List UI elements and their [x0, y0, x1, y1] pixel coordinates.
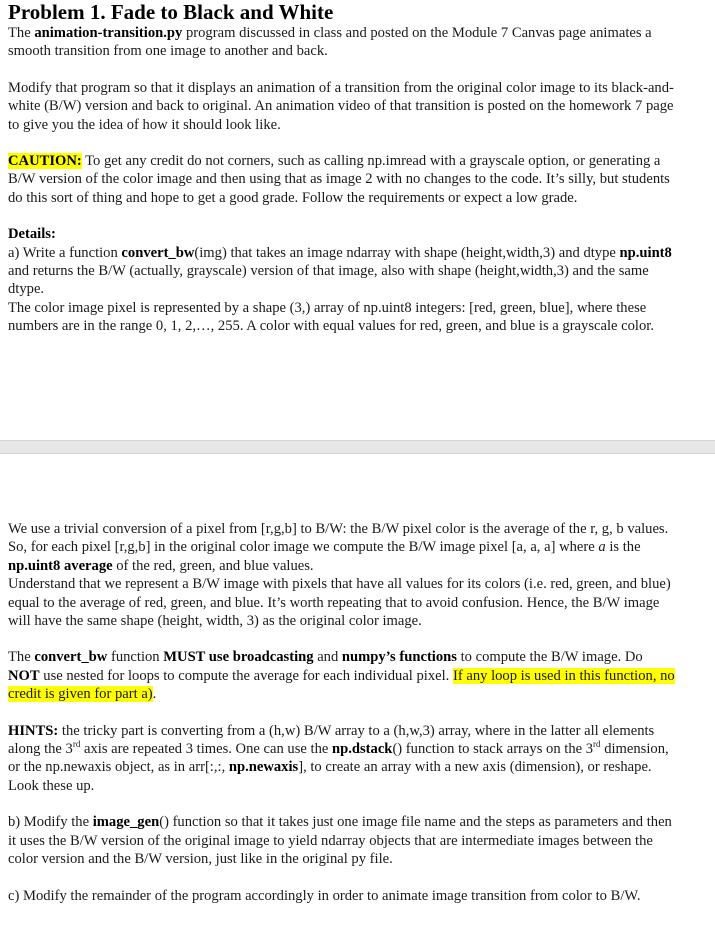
dtype-uint8: np.uint8 [619, 244, 672, 261]
caution-text: To get any credit do not corners, such as calling np.imread with a grayscale option, or generating a B/W version of the color image and then using that as image 2 with no changes to the code. It’s silly, but students do this sort of thing and hope to get a good grade. Follow the requirements or expect a low grade. [8, 153, 670, 206]
must-use-broadcasting: MUST use broadcasting [163, 649, 314, 666]
broadcast-text-3: and [313, 649, 342, 666]
intro-paragraph [8, 24, 676, 61]
conversion-paragraph [8, 520, 676, 575]
problem-title: Problem 1. Fade to Black and White [8, 0, 334, 24]
part-a-text-2: (img) that takes an image ndarray with shape (height,width,3) and dtype [194, 244, 620, 261]
page-section-top [8, 0, 676, 336]
intro-text-cont: program discussed in class and posted on the Module 7 Canvas page animates a smooth transition from one image to another and back. [8, 25, 652, 60]
part-a-text-3: and returns the B/W (actually, grayscale) version of that image, also with shape (height,width,3) and the same dtype. [8, 263, 649, 298]
hints-text: the tricky part is converting from a (h,w) B/W array to a (h,w,3) array, where in the latter all elements along the 3 [8, 722, 655, 758]
hints-text-2: axis are repeated 3 times. One can use the [80, 741, 332, 758]
part-b-paragraph [8, 813, 676, 868]
uint8-average: np.uint8 average [8, 557, 113, 574]
conversion-text-3: of the red, green, and blue values. [112, 557, 314, 574]
details-heading [8, 225, 676, 243]
hints-paragraph [8, 722, 676, 796]
numpy-functions: numpy’s functions [341, 649, 457, 666]
broadcast-text: The [8, 649, 35, 666]
broadcast-end: . [152, 686, 157, 703]
intro-text: The [8, 25, 35, 41]
part-b-text: b) Modify the [8, 814, 93, 831]
hints-label: HINTS: [8, 722, 59, 739]
details-heading-text: Details: [8, 226, 56, 243]
variable-a: a [598, 539, 606, 556]
superscript-rd-2: rd [593, 739, 601, 750]
conversion-text-2: is the [605, 539, 641, 556]
superscript-rd: rd [72, 739, 81, 750]
np-newaxis: np.newaxis [228, 759, 299, 776]
no-loop-warning: If any loop is used in this function, no credit is given for part a) [8, 667, 675, 703]
part-a-paragraph [8, 244, 676, 299]
part-b-text-2: () function so that it takes just one image file name and the steps as parameters and then it uses the B/W version of the original image to yield ndarray objects that are intermediate images between the color version and the B/W version, just like in the original py file. [8, 814, 672, 868]
caution-paragraph [8, 152, 676, 207]
not-emphasis: NOT [8, 667, 40, 684]
part-c-paragraph: c) Modify the remainder of the program accordingly in order to animate image transition from color to B/W. [8, 887, 641, 904]
modify-paragraph: Modify that program so that it displays an animation of a transition from the original color image to its black-and-white (B/W) version and back to original. An animation video of that transition is posted on the homework 7 page to give you the idea of how it should look like. [8, 79, 674, 133]
hints-text-5: ], to create an array with a new axis (dimension), or reshape. Look these up. [8, 759, 652, 794]
page-separator [0, 440, 715, 454]
program-filename: animation-transition.py [34, 25, 183, 41]
broadcast-paragraph [8, 648, 676, 703]
broadcast-text-5: use nested for loops to compute the average for each individual pixel. [39, 667, 453, 684]
page-section-bottom [8, 520, 676, 905]
np-dstack: np.dstack [332, 741, 393, 758]
understand-paragraph: Understand that we represent a B/W image with pixels that have all values for its colors (i.e. red, green, and blue) equal to the average of red, green, and blue. It’s worth repeating that to avoid confusion. Hence, the B/W image will have the same shape (height, width, 3) as the original color image. [8, 576, 671, 630]
convert-bw-func-2: convert_bw [34, 649, 108, 666]
caution-label: CAUTION: [8, 153, 82, 170]
pixel-paragraph: The color image pixel is represented by a shape (3,) array of np.uint8 integers: [red, green, blue], where these numbers are in the range 0, 1, 2,…, 255. A color with equal values for red, green, and blue is a grayscale color. [8, 299, 654, 335]
convert-bw-func: convert_bw [121, 244, 195, 261]
hints-text-4: dimension, or the np.newaxis object, as in arr[:,:, [8, 741, 669, 776]
hints-text-3: () function to stack arrays on the 3 [392, 741, 594, 758]
broadcast-text-2: function [107, 649, 164, 666]
conversion-text: We use a trivial conversion of a pixel from [r,g,b] to B/W: the B/W pixel color is the average of the r, g, b values. So, for each pixel [r,g,b] in the original color image we compute the B/W image pixel [a, a, a] where [8, 521, 669, 556]
image-gen-func: image_gen [92, 814, 160, 831]
part-a-text: a) Write a function [8, 244, 122, 261]
broadcast-text-4: to compute the B/W image. Do [456, 649, 643, 666]
